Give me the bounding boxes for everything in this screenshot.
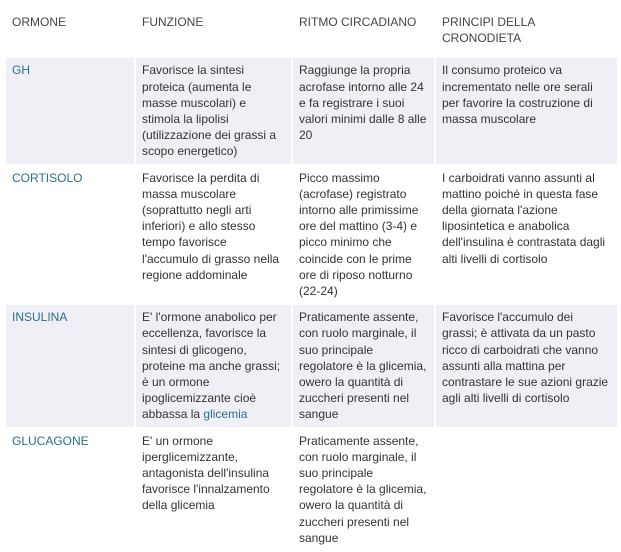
hormone-table: [6, 8, 619, 552]
cell-principi: Favorisce l'accumulo dei grassi; è attivata da un pasto ricco di carboidrati che vanno assunti alla mattina per contrastare le sue azioni grazie agli alti livelli di cortisolo: [435, 304, 618, 427]
hormone-name: CORTISOLO: [6, 165, 135, 305]
table-row-cortisolo: [6, 165, 618, 305]
cell-ritmo: Picco massimo (acrofase) registrato intorno alle primissime ore del mattino (3-4) e picco minimo che coincide con le prime ore di riposo notturno (22-24): [292, 165, 435, 305]
cell-principi: I carboidrati vanno assunti al mattino poiché in questa fase della giornata l'azione liposintetica e anabolica dell'insulina è contrastata dagli alti livelli di cortisolo: [435, 165, 618, 305]
cell-funzione: [135, 304, 292, 427]
table-row-gh: [6, 57, 618, 164]
cell-funzione: Favorisce la perdita di massa muscolare (soprattutto negli arti inferiori) e allo stesso tempo favorisce l'accumulo di grasso nella regione addominale: [135, 165, 292, 305]
hormone-name: GH: [6, 57, 135, 164]
cell-principi: [435, 428, 618, 551]
glicemia-link[interactable]: glicemia: [203, 407, 248, 422]
table-row-insulina: [6, 304, 618, 427]
header-principi-cronodieta: PRINCIPI DELLA CRONODIETA: [435, 8, 618, 57]
table-header-row: [6, 8, 618, 57]
cell-ritmo: Praticamente assente, con ruolo marginale, il suo principale regolatore è la glicemia, owero la quantità di zuccheri presenti nel sangue: [292, 304, 435, 427]
header-ritmo-circadiano: RITMO CIRCADIANO: [292, 8, 435, 57]
cell-ritmo: Praticamente assente, con ruolo marginale, il suo principale regolatore è la glicemia, owero la quantità di zuccheri presenti nel sangue: [292, 428, 435, 551]
hormone-name: GLUCAGONE: [6, 428, 135, 551]
header-funzione: FUNZIONE: [135, 8, 292, 57]
cell-funzione: E' un ormone iperglicemizzante, antagonista dell'insulina favorisce l'innalzamento della glicemia: [135, 428, 292, 551]
header-ormone: ORMONE: [6, 8, 135, 57]
cell-funzione-text: E' l'ormone anabolico per eccellenza, favorisce la sintesi di glicogeno, proteine ma anche grassi; è un ormone ipoglicemizzante cioè abbassa la: [142, 310, 281, 422]
table-row-glucagone: [6, 428, 618, 551]
hormone-name: INSULINA: [6, 304, 135, 427]
cell-principi: Il consumo proteico va incrementato nelle ore serali per favorire la costruzione di massa muscolare: [435, 57, 618, 164]
cell-ritmo: Raggiunge la propria acrofase intorno alle 24 e fa registrare i suoi valori minimi dalle 8 alle 20: [292, 57, 435, 164]
cell-funzione: Favorisce la sintesi proteica (aumenta le masse muscolari) e stimola la lipolisi (utilizzazione dei grassi a scopo energetico): [135, 57, 292, 164]
